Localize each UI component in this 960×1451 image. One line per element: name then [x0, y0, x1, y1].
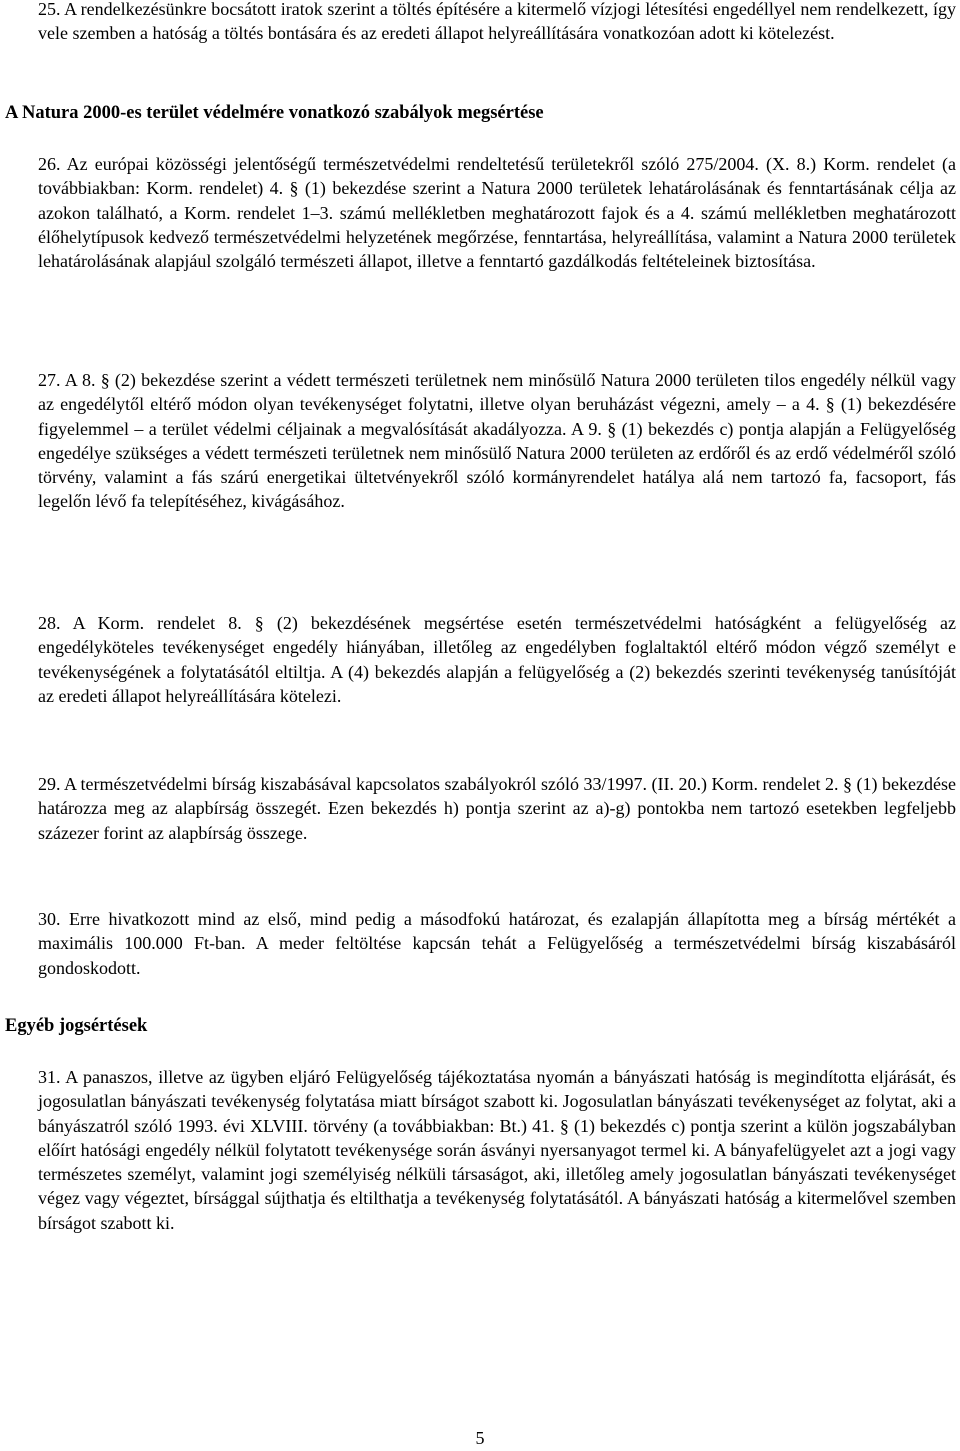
paragraph-31: 31. A panaszos, illetve az ügyben eljáró Felügyelőség tájékoztatása nyomán a bányászati hatóság is megindította eljárását, és jogosulatlan bányászati tevékenység folytatása miatt bírságot szabott ki. Jogosulatlan bányászati tevékenységet az folytat, aki a bányászatról szóló 1993. évi XLVIII. törvény (a továbbiakban: Bt.) 41. § (1) bekezdés c) pontja szerint a külön jogszabályban előírt hatósági engedély nélkül folytatott tevékenysége során ásványi nyersanyagot termel ki. A bányafelügyelet azt a jogi vagy természetes személyt, valamint jogi személyiség nélküli társaságot, aki, illetőleg amely jogosulatlan bányászati tevékenységet végez vagy végeztet, bírsággal sújthatja és eltilthatja a tevékenység folytatásától. A bányászati hatóság a kitermelővel szemben bírságot szabott ki.	[38, 1067, 956, 1233]
paragraph-26: 26. Az európai közösségi jelentőségű természetvédelmi rendeltetésű területekről szóló 275/2004. (X. 8.) Korm. rendelet (a továbbiakban: Korm. rendelet) 4. § (1) bekezdése szerint a Natura 2000 területek lehatárolásának és fenntartásának célja az azokon található, a Korm. rendelet 1–3. számú mellékletben meghatározott fajok és a 4. számú mellékletben meghatározott élőhelytípusok kedvező természetvédelmi helyzetének megőrzése, fenntartása, helyreállítása, valamint a Natura 2000 területek lehatárolásának alapjául szolgáló természeti állapot, illetve a fenntartó gazdálkodás feltételeinek biztosítása.	[38, 154, 956, 272]
paragraph-29: 29. A természetvédelmi bírság kiszabásával kapcsolatos szabályokról szóló 33/1997. (II. 20.) Korm. rendelet 2. § (1) bekezdése határozza meg az alapbírság összegét. Ezen bekezdés h) pontja szerint az a)-g) pontokba nem tartozó esetekben legfeljebb százezer forint az alapbírság összege.	[38, 774, 956, 843]
page-number: 5	[475, 1428, 485, 1448]
paragraph-28: 28. A Korm. rendelet 8. § (2) bekezdésének megsértése esetén természetvédelmi hatóságként a felügyelőség az engedélyköteles tevékenységet engedély hiányában, illetőleg az engedélyben foglaltaktól eltérő módon végző személyt e tevékenységének a folytatásától eltiltja. A (4) bekezdés alapján a felügyelőség a (2) bekezdés szerinti tevékenység tanúsítóját az eredeti állapot helyreállítására kötelezi.	[38, 613, 956, 706]
paragraph-27: 27. A 8. § (2) bekezdése szerint a védett természeti területnek nem minősülő Natura 2000 területen tilos engedély nélkül vagy az engedélytől eltérő módon olyan tevékenységet folytatni, illetve olyan beruházást végezni, amely – a 4. § (1) bekezdésére figyelemmel – a terület védelmi céljainak a megvalósítását akadályozza. A 9. § (1) bekezdés c) pontja alapján a Felügyelőség engedélye szükséges a védett természeti területnek nem minősülő Natura 2000 területen az erdőről és az erdő védelméről szóló törvény, valamint a fás szárú energetikai ültetvényekről szóló kormányrendelet hatálya alá nem tartozó fa, facsoport, fás legelőn lévő fa telepítéséhez, kivágásához.	[38, 370, 956, 512]
section-heading-natura-2000: A Natura 2000-es terület védelmére vonatkozó szabályok megsértése	[5, 103, 544, 123]
paragraph-30: 30. Erre hivatkozott mind az első, mind pedig a másodfokú határozat, és ezalapján állapította meg a bírság mértékét a maximális 100.000 Ft-ban. A meder feltöltése kapcsán tehát a Felügyelőség a természetvédelmi bírság kiszabásáról gondoskodott.	[38, 909, 956, 978]
paragraph-25: 25. A rendelkezésünkre bocsátott iratok szerint a töltés építésére a kitermelő vízjogi létesítési engedéllyel nem rendelkezett, így vele szemben a hatóság a töltés bontására és az eredeti állapot helyreállítására vonatkozóan adott ki kötelezést.	[38, 0, 956, 44]
section-heading-other-violations: Egyéb jogsértések	[5, 1016, 148, 1036]
